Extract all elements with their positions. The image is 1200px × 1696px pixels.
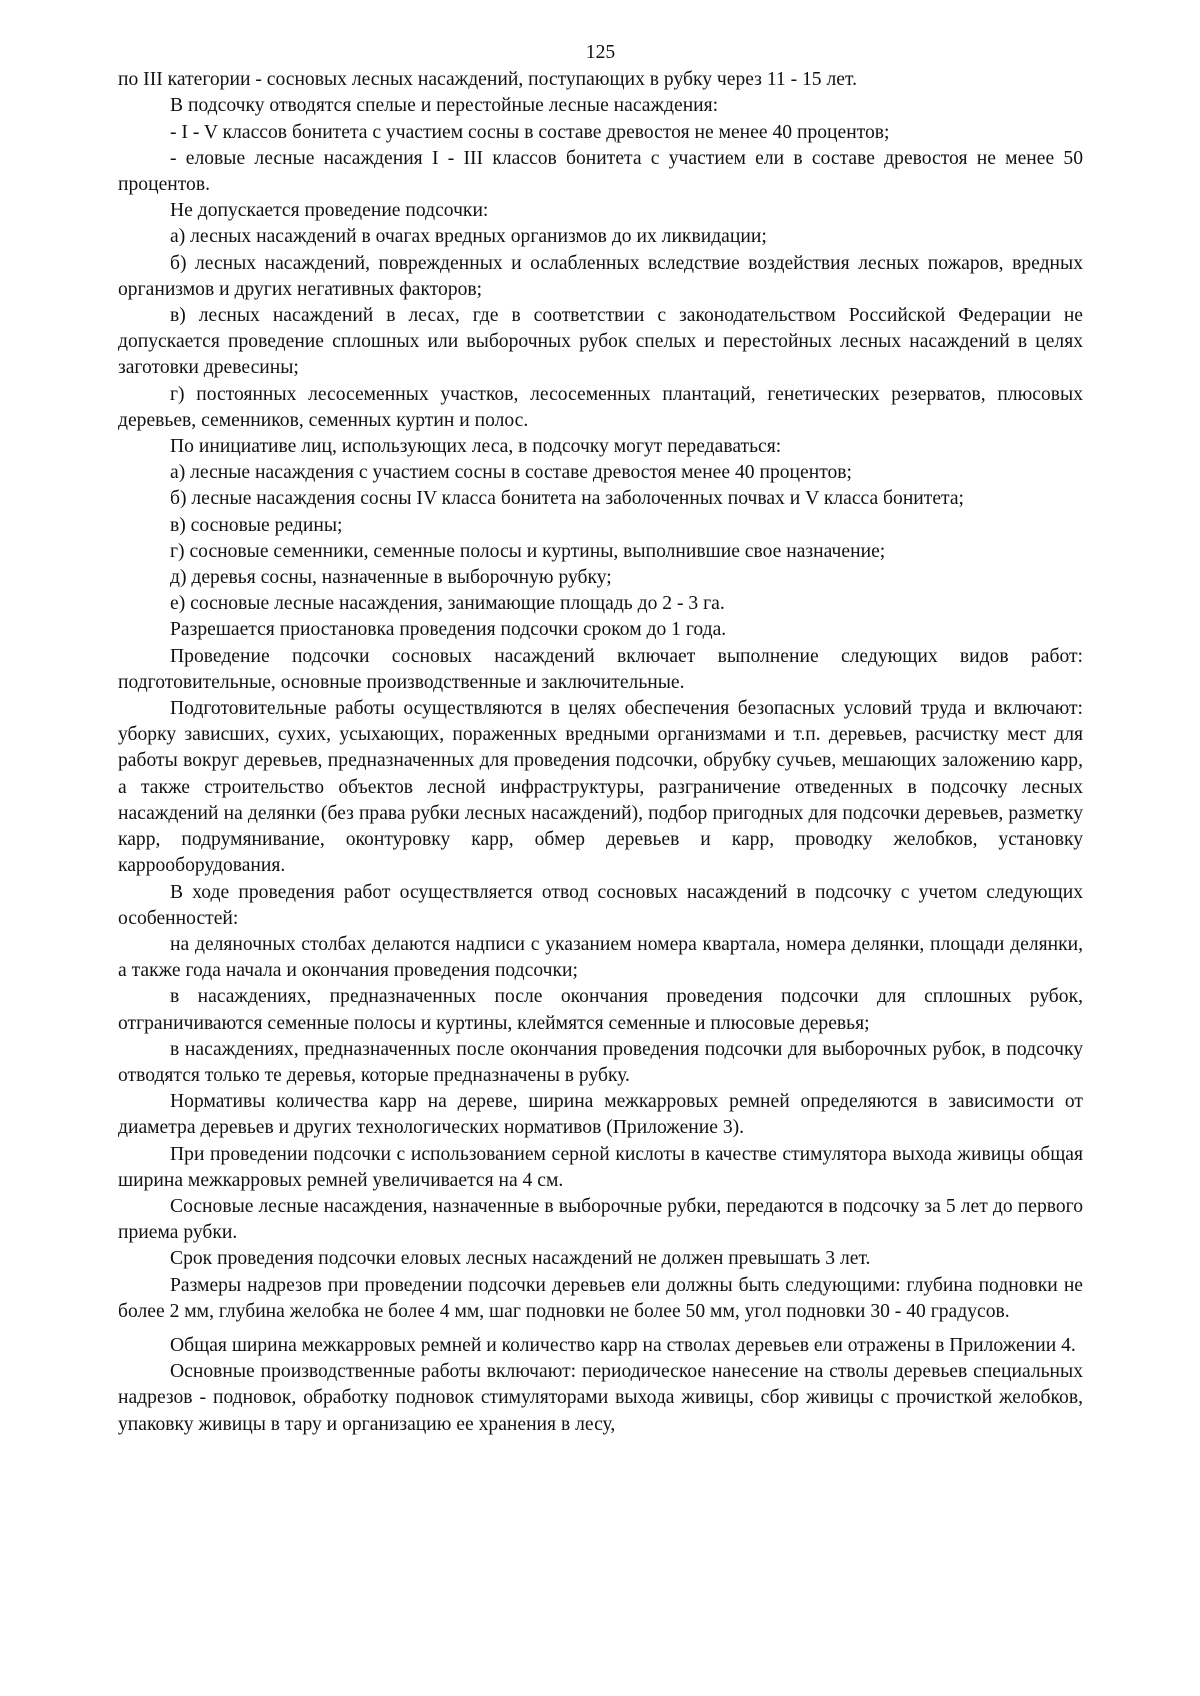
paragraph-tapping-stands: В подсочку отводятся спелые и перестойные лесные насаждения:	[170, 95, 719, 117]
list-item-a-pine-share: а) лесные насаждения с участием сосны в составе древостоя менее 40 процентов;	[170, 462, 853, 484]
list-item-g-seed-plots: г) постоянных лесосеменных участков, лесосеменных плантаций, генетических резерватов, плюсовых деревьев, семенников, семенных куртин и полос.	[118, 383, 1083, 431]
paragraph-norms: Нормативы количества карр на дереве, ширина межкарровых ремней определяются в зависимости от диаметра деревьев и других технологических нормативов (Приложение 3).	[118, 1091, 1083, 1139]
paragraph-not-allowed: Не допускается проведение подсочки:	[170, 200, 489, 222]
paragraph-five-years: Сосновые лесные насаждения, назначенные в выборочные рубки, передаются в подсочку за 5 лет до первого приема рубки.	[118, 1195, 1083, 1244]
document-page	[118, 40, 1083, 1438]
paragraph-sulfuric-acid: При проведении подсочки с использованием серной кислоты в качестве стимулятора выхода живицы общая ширина межкарровых ремней увеличивается на 4 см.	[118, 1143, 1083, 1191]
list-item-a-pests: а) лесных насаждений в очагах вредных организмов до их ликвидации;	[170, 226, 767, 248]
paragraph-category-iii: по III категории - сосновых лесных насаждений, поступающих в рубку через 11 - 15 лет.	[118, 69, 857, 91]
paragraph-main-works: Основные производственные работы включают: периодическое нанесение на стволы деревьев специальных надрезов - подновок, обработку подновок стимуляторами выхода живицы, сбор живицы с прочисткой желобков, упаковку живицы в тару и организацию ее хранения в лесу,	[118, 1361, 1083, 1435]
paragraph-clear-felling: в насаждениях, предназначенных после окончания проведения подсочки для сплошных рубок, отграничиваются семенные полосы и куртины, клеймятся семенные и плюсовые деревья;	[118, 986, 1083, 1034]
list-item-g-seed-trees: г) сосновые семенники, семенные полосы и куртины, выполнившие свое назначение;	[170, 540, 886, 562]
list-item-spruce-classes: - еловые лесные насаждения I - III классов бонитета с участием ели в составе древостоя не менее 50 процентов.	[118, 147, 1083, 196]
list-item-b-wetland-pine: б) лесные насаждения сосны IV класса бонитета на заболоченных почвах и V класса бонитета;	[170, 488, 964, 510]
paragraph-selective-felling: в насаждениях, предназначенных после окончания проведения подсочки для выборочных рубок, в подсочку отводятся только те деревья, которые предназначены в рубку.	[118, 1038, 1083, 1086]
list-item-v-sparse-pine: в) сосновые редины;	[170, 514, 343, 536]
page-number: 125	[585, 42, 616, 63]
paragraph-preparatory-works: Подготовительные работы осуществляются в целях обеспечения безопасных условий труда и включают: уборку зависших, сухих, усыхающих, пораженных вредными организмами и т.п. деревьев, расчистку мест для работы вокруг деревьев, предназначенных для проведения подсочки, обрубку сучьев, мешающих заложению карр, а также строительство объектов лесной инфраструктуры, разграничение отведенных в подсочку лесных насаждений на делянки (без права рубки лесных насаждений), подбор пригодных для подсочки деревьев, разметку карр, подрумянивание, оконтуровку карр, обмер деревьев и карр, проводку желобков, установку каррооборудования.	[118, 698, 1083, 877]
list-item-b-damaged: б) лесных насаждений, поврежденных и ослабленных вследствие воздействия лесных пожаров, вредных организмов и других негативных факторов;	[118, 252, 1083, 300]
paragraph-appendix-4: Общая ширина межкарровых ремней и количество карр на стволах деревьев ели отражены в Приложении 4.	[170, 1334, 1076, 1356]
list-item-e-small-area: е) сосновые лесные насаждения, занимающие площадь до 2 - 3 га.	[170, 593, 725, 615]
paragraph-allocation: В ходе проведения работ осуществляется отвод сосновых насаждений в подсочку с учетом следующих особенностей:	[118, 881, 1083, 929]
paragraph-initiative: По инициативе лиц, использующих леса, в подсочку могут передаваться:	[170, 436, 782, 458]
paragraph-spruce-term: Срок проведения подсочки еловых лесных насаждений не должен превышать 3 лет.	[170, 1248, 871, 1270]
paragraph-cut-sizes: Размеры надрезов при проведении подсочки деревьев ели должны быть следующими: глубина подновки не более 2 мм, глубина желобка не более 4 мм, шаг подновки не более 50 мм, угол подновки 30 - 40 градусов.	[118, 1274, 1083, 1322]
paragraph-suspension: Разрешается приостановка проведения подсочки сроком до 1 года.	[170, 619, 727, 641]
paragraph-work-types: Проведение подсочки сосновых насаждений включает выполнение следующих видов работ: подготовительные, основные производственные и заключительные.	[118, 645, 1083, 693]
list-item-d-selective-felling: д) деревья сосны, назначенные в выборочную рубку;	[170, 567, 612, 589]
list-item-pine-classes: - I - V классов бонитета с участием сосны в составе древостоя не менее 40 процентов;	[170, 121, 890, 143]
paragraph-plot-posts: на деляночных столбах делаются надписи с указанием номера квартала, номера делянки, площади делянки, а также года начала и окончания проведения подсочки;	[118, 933, 1083, 982]
list-item-v-restricted-forests: в) лесных насаждений в лесах, где в соответствии с законодательством Российской Федерации не допускается проведение сплошных или выборочных рубок спелых и перестойных лесных насаждений в целях заготовки древесины;	[118, 305, 1083, 379]
